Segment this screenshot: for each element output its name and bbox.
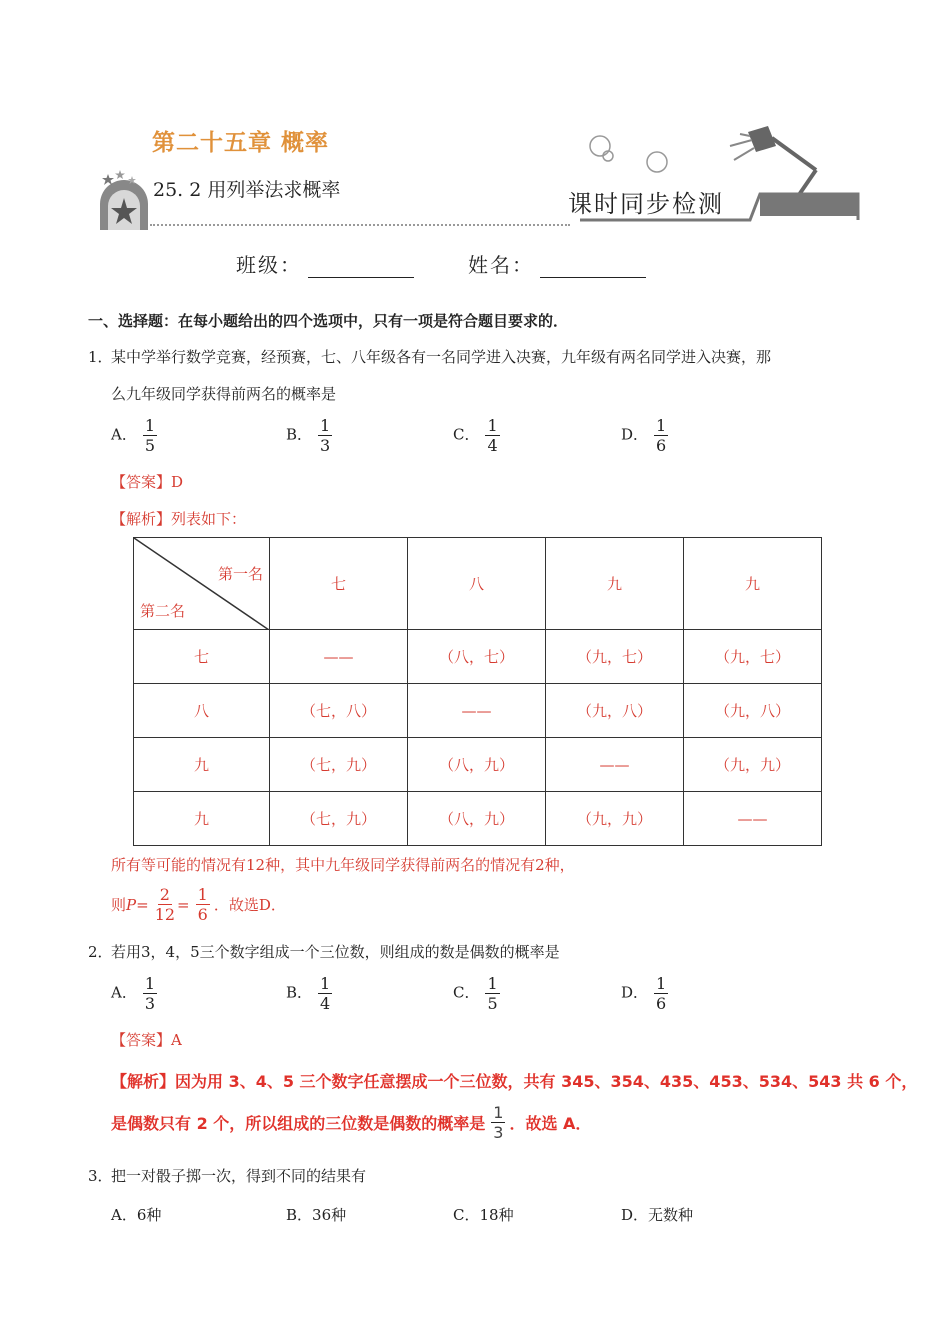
table-corner — [134, 538, 270, 630]
table-cell: （九，九） — [684, 738, 822, 792]
table-cell: （七，九） — [270, 738, 408, 792]
q2-option-c: C． $\frac{1}{5}$ — [453, 974, 498, 1013]
table-row — [134, 792, 822, 846]
class-label: 班级： — [236, 253, 302, 277]
name-field — [468, 249, 646, 278]
q1-number: 1． — [88, 348, 113, 366]
q2-number: 2． — [88, 943, 113, 961]
q3-option-c: C．18种 — [453, 1206, 514, 1224]
table-cell: （九，八） — [546, 684, 684, 738]
q2-option-d: D． $\frac{1}{6}$ — [621, 974, 667, 1013]
table-cell: —— — [270, 630, 408, 684]
table-row — [134, 630, 822, 684]
q1-option-a: A． $\frac{1}{5}$ — [111, 416, 156, 455]
q3-number: 3． — [88, 1167, 113, 1185]
col-header: 九 — [684, 538, 822, 630]
q2-option-b: B． $\frac{1}{4}$ — [286, 974, 331, 1013]
table-cell: （八，七） — [408, 630, 546, 684]
table-cell: —— — [546, 738, 684, 792]
q3-option-a: A．6种 — [111, 1206, 162, 1224]
q1-formula: 则 P = $\frac{2}{12}$ = $\frac{1}{6}$ ．故选D． — [111, 885, 286, 924]
q3-text: 把一对骰子掷一次，得到不同的结果有 — [111, 1167, 367, 1185]
corner-bottom: 第二名 — [140, 602, 186, 620]
section-title: 25. 2 用列举法求概率 — [153, 179, 341, 201]
row-header: 九 — [134, 738, 270, 792]
q1-analysis: 【解析】列表如下： — [111, 510, 247, 528]
chapter-title: 第二十五章 概率 — [152, 130, 330, 156]
corner-top: 第一名 — [217, 565, 263, 583]
q1-conclusion: 所有等可能的情况有12种，其中九年级同学获得前两名的情况有2种， — [111, 856, 575, 874]
q2-analysis-line1: 【解析】因为用 3、4、5 三个数字任意摆成一个三位数，共有 345、354、435、453、534、543 共 6 个， — [111, 1072, 918, 1091]
section-heading: 一、选择题：在每小题给出的四个选项中，只有一项是符合题目要求的． — [88, 312, 569, 330]
q1-text-line1: 某中学举行数学竞赛，经预赛，七、八年级各有一名同学进入决赛，九年级有两名同学进入决赛，那 — [111, 348, 772, 366]
row-header: 七 — [134, 630, 270, 684]
q2-answer: 【答案】A — [111, 1031, 182, 1049]
name-blank — [540, 257, 646, 278]
q1-option-b: B． $\frac{1}{3}$ — [286, 416, 331, 455]
q1-answer: 【答案】D — [111, 473, 184, 491]
row-header: 八 — [134, 684, 270, 738]
table-cell: （八，九） — [408, 792, 546, 846]
class-field — [236, 249, 414, 278]
class-blank — [308, 257, 414, 278]
header-emblem — [94, 168, 154, 232]
q2-analysis-line2: 是偶数只有 2 个，所以组成的三位数是偶数的概率是 $\frac{1}{3}$ ．故选 A． — [111, 1103, 592, 1142]
table-cell: —— — [684, 792, 822, 846]
q1-text-line2: 么九年级同学获得前两名的概率是 — [111, 385, 337, 403]
q2-text: 若用3，4，5三个数字组成一个三位数，则组成的数是偶数的概率是 — [111, 943, 560, 961]
subtitle: 课时同步检测 — [568, 190, 724, 218]
header-divider — [150, 224, 570, 226]
table-row — [134, 684, 822, 738]
table-cell: （九，七） — [546, 630, 684, 684]
q1-option-d: D． $\frac{1}{6}$ — [621, 416, 667, 455]
q3-option-d: D．无数种 — [621, 1206, 694, 1224]
table-cell: （七，九） — [270, 792, 408, 846]
col-header: 八 — [408, 538, 546, 630]
table-cell: （九，七） — [684, 630, 822, 684]
q1-option-c: C． $\frac{1}{4}$ — [453, 416, 498, 455]
table-cell: （九，八） — [684, 684, 822, 738]
q2-option-a: A． $\frac{1}{3}$ — [111, 974, 156, 1013]
col-header: 七 — [270, 538, 408, 630]
q3-option-b: B．36种 — [286, 1206, 347, 1224]
table-cell: —— — [408, 684, 546, 738]
row-header: 九 — [134, 792, 270, 846]
table-cell: （八，九） — [408, 738, 546, 792]
table-cell: （九，九） — [546, 792, 684, 846]
col-header: 九 — [546, 538, 684, 630]
outcome-table — [133, 537, 822, 846]
name-label: 姓名： — [468, 253, 534, 277]
table-cell: （七，八） — [270, 684, 408, 738]
table-row — [134, 738, 822, 792]
